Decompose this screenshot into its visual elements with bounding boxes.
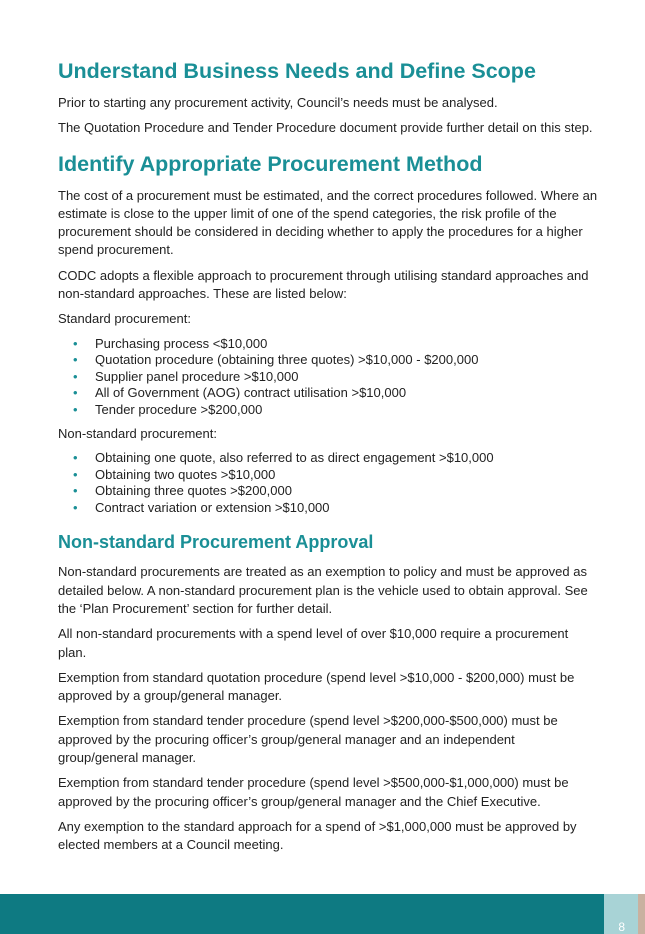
paragraph: Any exemption to the standard approach for a spend of >$1,000,000 must be approved by elected members at a Council meeting. bbox=[58, 818, 577, 853]
bullet-icon: • bbox=[73, 499, 78, 515]
bullet-icon: • bbox=[73, 402, 78, 418]
list-item bbox=[73, 385, 598, 402]
paragraph: Prior to starting any procurement activity, Council’s needs must be analysed. bbox=[58, 95, 498, 110]
nonstandard-procurement-label: Non-standard procurement: bbox=[58, 425, 217, 441]
paragraph: CODC adopts a flexible approach to procurement through utilising standard approaches and non-standard approaches. These are listed below: bbox=[58, 267, 589, 302]
paragraph: Exemption from standard tender procedure (spend level >$200,000-$500,000) must be approved by the procuring officer’s group/general manager and an independent group/general manager. bbox=[58, 713, 558, 765]
list-item-text: All of Government (AOG) contract utilisation >$10,000 bbox=[95, 385, 407, 401]
list-item bbox=[73, 500, 598, 517]
heading-nonstandard-procurement-approval: Non-standard Procurement Approval bbox=[58, 532, 374, 553]
bullet-icon: • bbox=[73, 352, 78, 368]
list-item-text: Obtaining two quotes >$10,000 bbox=[95, 466, 276, 482]
page-content bbox=[58, 58, 598, 861]
paragraph: Non-standard procurements are treated as an exemption to policy and must be approved as detailed below. A non-standard procurement plan is the vehicle used to obtain approval. See the ‘Plan Procurement’ section for further detail. bbox=[58, 564, 588, 616]
list-item bbox=[73, 352, 598, 369]
list-item bbox=[73, 467, 598, 484]
standard-procurement-label: Standard procurement: bbox=[58, 311, 191, 327]
bullet-icon: • bbox=[73, 449, 78, 465]
list-item bbox=[73, 402, 598, 419]
heading-identify-procurement-method: Identify Appropriate Procurement Method bbox=[58, 151, 483, 176]
list-item bbox=[73, 450, 598, 467]
footer-edge-block bbox=[638, 894, 645, 934]
list-item-text: Supplier panel procedure >$10,000 bbox=[95, 368, 299, 384]
nonstandard-procurement-list bbox=[58, 450, 598, 516]
paragraph: The Quotation Procedure and Tender Procedure document provide further detail on this step. bbox=[58, 120, 593, 136]
paragraph: Exemption from standard quotation procedure (spend level >$10,000 - $200,000) must be approved by a group/general manager. bbox=[58, 669, 575, 704]
bullet-icon: • bbox=[73, 368, 78, 384]
paragraph: All non-standard procurements with a spend level of over $10,000 require a procurement plan. bbox=[58, 626, 569, 660]
standard-procurement-list bbox=[58, 336, 598, 419]
list-item-text: Purchasing process <$10,000 bbox=[95, 335, 268, 351]
list-item bbox=[73, 369, 598, 386]
page-number: 8 bbox=[618, 920, 625, 934]
list-item-text: Obtaining one quote, also referred to as direct engagement >$10,000 bbox=[95, 449, 494, 465]
footer-bar bbox=[0, 894, 604, 934]
paragraph: The cost of a procurement must be estimated, and the correct procedures followed. Where an estimate is close to the upper limit of one of the spend categories, the risk profile of the procurement should be considered in deciding whether to apply the procedures for a higher spend procurement. bbox=[58, 187, 598, 258]
list-item-text: Tender procedure >$200,000 bbox=[95, 402, 263, 418]
list-item bbox=[73, 336, 598, 353]
bullet-icon: • bbox=[73, 335, 78, 351]
bullet-icon: • bbox=[73, 385, 78, 401]
list-item-text: Contract variation or extension >$10,000 bbox=[95, 499, 330, 515]
list-item-text: Quotation procedure (obtaining three quotes) >$10,000 - $200,000 bbox=[95, 352, 479, 368]
heading-understand-business-needs: Understand Business Needs and Define Scope bbox=[58, 59, 536, 83]
paragraph: Exemption from standard tender procedure (spend level >$500,000-$1,000,000) must be approved by the procuring officer’s group/general manager and the Chief Executive. bbox=[58, 775, 569, 809]
list-item bbox=[73, 483, 598, 500]
list-item-text: Obtaining three quotes >$200,000 bbox=[95, 483, 292, 499]
bullet-icon: • bbox=[73, 483, 78, 499]
bullet-icon: • bbox=[73, 466, 78, 482]
